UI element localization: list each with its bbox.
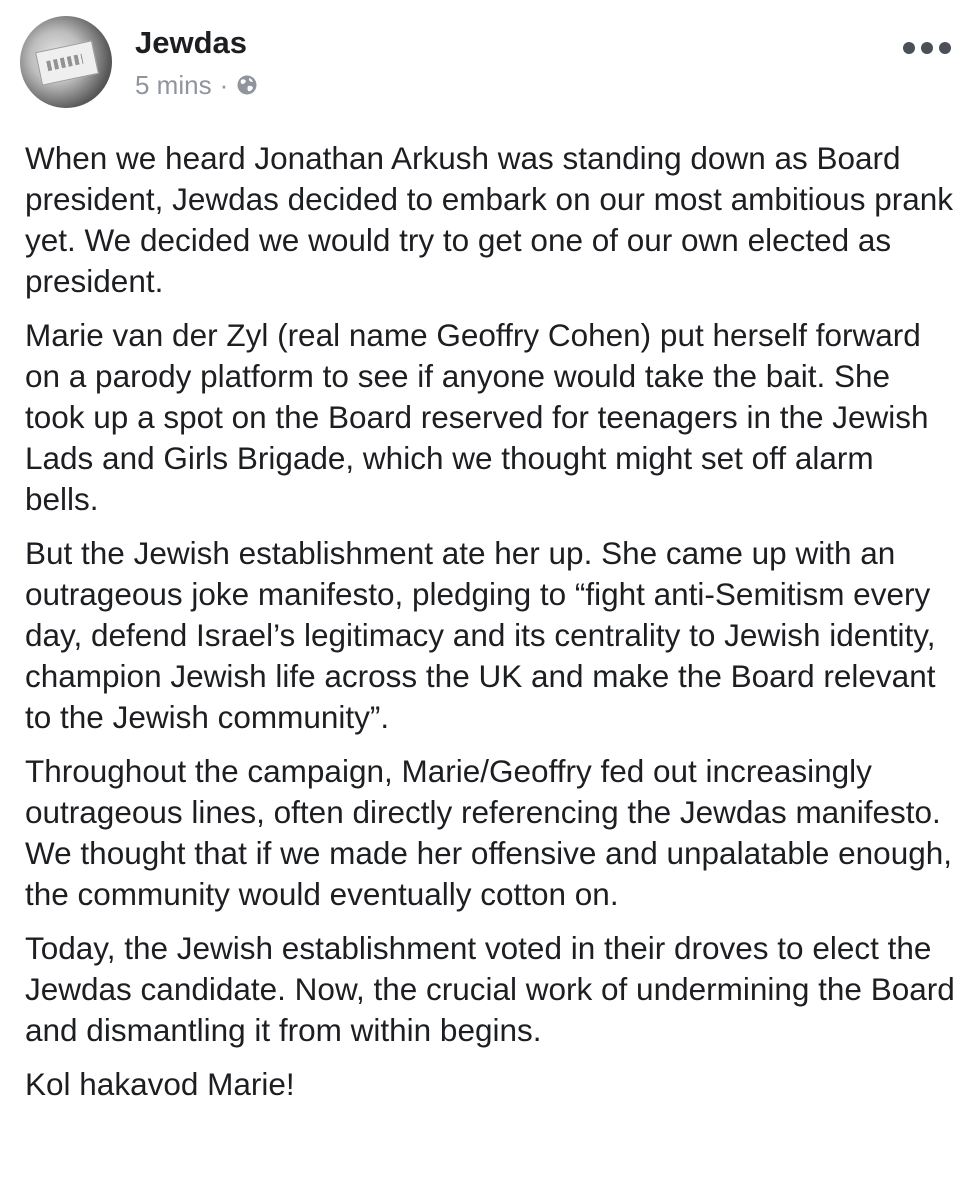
post-meta [135,67,258,103]
post-paragraph: Throughout the campaign, Marie/Geoffry fed out increasingly outrageous lines, often directly referencing the Jewdas manifesto. We thought that if we made her offensive and unpalatable enough, the community would eventually cotton on. [25,753,953,912]
post-paragraph: Marie van der Zyl (real name Geoffry Cohen) put herself forward on a parody platform to see if anyone would take the bait. She took up a spot on the Board reserved for teenagers in the Jewish Lads and Girls Brigade, which we thought might set off alarm bells. [25,317,929,517]
post-timestamp[interactable]: 5 mins [135,69,212,100]
post-header [20,16,951,108]
post-body [25,138,955,1118]
meta-separator: · [219,69,229,100]
globe-icon[interactable] [236,74,258,96]
post-paragraph: When we heard Jonathan Arkush was standing down as Board president, Jewdas decided to embark on our most ambitious prank yet. We decided we would try to get one of our own elected as president. [25,140,953,299]
post-paragraph: But the Jewish establishment ate her up. She came up with an outrageous joke manifesto, pledging to “fight anti-Semitism every day, defend Israel’s legitimacy and its centrality to Jewish identity, champion Jewish life across the UK and make the Board relevant to the Jewish community”. [25,535,936,735]
more-options-icon[interactable] [903,34,951,62]
post-paragraph: Kol hakavod Marie! [25,1066,295,1102]
dot-icon [939,42,951,54]
dot-icon [921,42,933,54]
avatar[interactable] [20,16,112,108]
dot-icon [903,42,915,54]
avatar-photo-detail [35,40,99,85]
author-name[interactable]: Jewdas [135,25,248,60]
post-paragraph: Today, the Jewish establishment voted in their droves to elect the Jewdas candidate. Now, the crucial work of undermining the Board and dismantling it from within begins. [25,930,955,1048]
